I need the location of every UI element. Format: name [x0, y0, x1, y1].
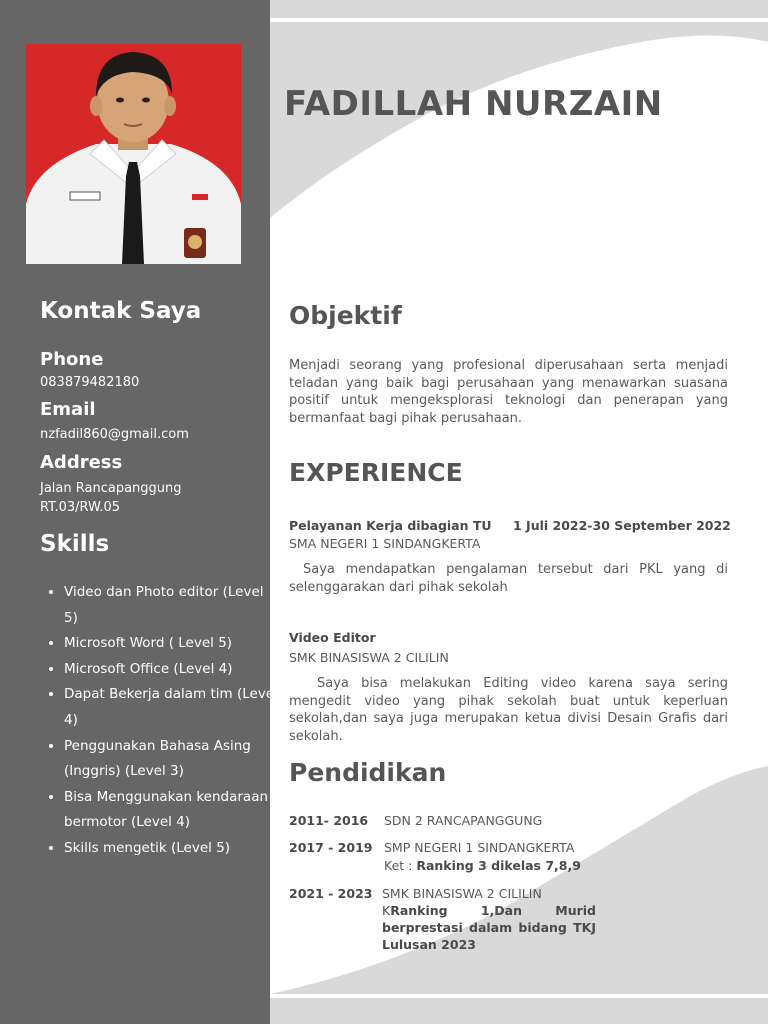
address-line-2: RT.03/RW.05	[40, 500, 121, 515]
job-description: Saya mendapatkan pengalaman tersebut dari PKL yang di selenggarakan dari pihak sekolah	[289, 562, 728, 595]
job-title: Pelayanan Kerja dibagian TU	[289, 518, 492, 533]
education-note-prefix: K	[382, 903, 391, 918]
job-title: Video Editor	[289, 630, 376, 645]
skill-item: • Penggunakan Bahasa Asing (Inggris) (Level 3)	[64, 734, 279, 785]
education-years: 2021 - 2023	[289, 886, 373, 901]
skills-list	[40, 580, 279, 862]
address-line-1: Jalan Rancapanggung	[40, 481, 182, 496]
phone-label: Phone	[40, 349, 104, 370]
education-heading: Pendidikan	[289, 758, 447, 787]
skill-item: • Video dan Photo editor (Level 5)	[64, 580, 279, 631]
experience-heading: EXPERIENCE	[289, 458, 463, 487]
job-description: Saya bisa melakukan Editing video karena saya sering mengedit video yang pihak sekolah buat untuk keperluan sekolah,dan saya juga merupakan ketua divisi Desain Grafis dari sekolah.	[289, 676, 728, 744]
skill-item: • Dapat Bekerja dalam tim (Level 4)	[64, 682, 279, 733]
job-organization: SMA NEGERI 1 SINDANGKERTA	[289, 536, 481, 551]
skills-heading: Skills	[40, 531, 110, 557]
objective-heading: Objektif	[289, 301, 402, 330]
education-note-text: Ranking 1,Dan Murid berprestasi dalam bidang TKJ Lulusan 2023	[382, 903, 596, 952]
education-years: 2017 - 2019	[289, 840, 373, 855]
skill-item: • Microsoft Office (Level 4)	[64, 657, 279, 683]
email-value: nzfadil860@gmail.com	[40, 427, 189, 442]
education-note-prefix: Ket :	[384, 858, 417, 873]
skill-item: • Skills mengetik (Level 5)	[64, 836, 279, 862]
education-note	[384, 858, 581, 873]
profile-photo	[26, 44, 241, 264]
education-school: SMP NEGERI 1 SINDANGKERTA	[384, 840, 575, 855]
education-school: SMK BINASISWA 2 CILILIN	[382, 886, 542, 901]
page-title: FADILLAH NURZAIN	[284, 84, 663, 124]
education-note-text: Ranking 3 dikelas 7,8,9	[416, 858, 581, 873]
skill-item: • Bisa Menggunakan kendaraan bermotor (Level 4)	[64, 785, 279, 836]
education-note	[382, 902, 596, 953]
objective-text: Menjadi seorang yang profesional diperusahaan serta menjadi teladan yang baik bagi perusahaan yang menawarkan suasana positif untuk mengeksplorasi teknologi dan penerapan yang bermanfaat bagi pihak perusahaan.	[289, 358, 728, 426]
job-date: 1 Juli 2022-30 September 2022	[513, 518, 731, 533]
education-school: SDN 2 RANCAPANGGUNG	[384, 813, 543, 828]
education-years: 2011- 2016	[289, 813, 369, 828]
job-organization: SMK BINASISWA 2 CILILIN	[289, 650, 449, 665]
phone-value: 083879482180	[40, 375, 140, 390]
address-label: Address	[40, 452, 123, 473]
skill-item: • Microsoft Word ( Level 5)	[64, 631, 279, 657]
email-label: Email	[40, 399, 96, 420]
contact-heading: Kontak Saya	[40, 298, 202, 324]
